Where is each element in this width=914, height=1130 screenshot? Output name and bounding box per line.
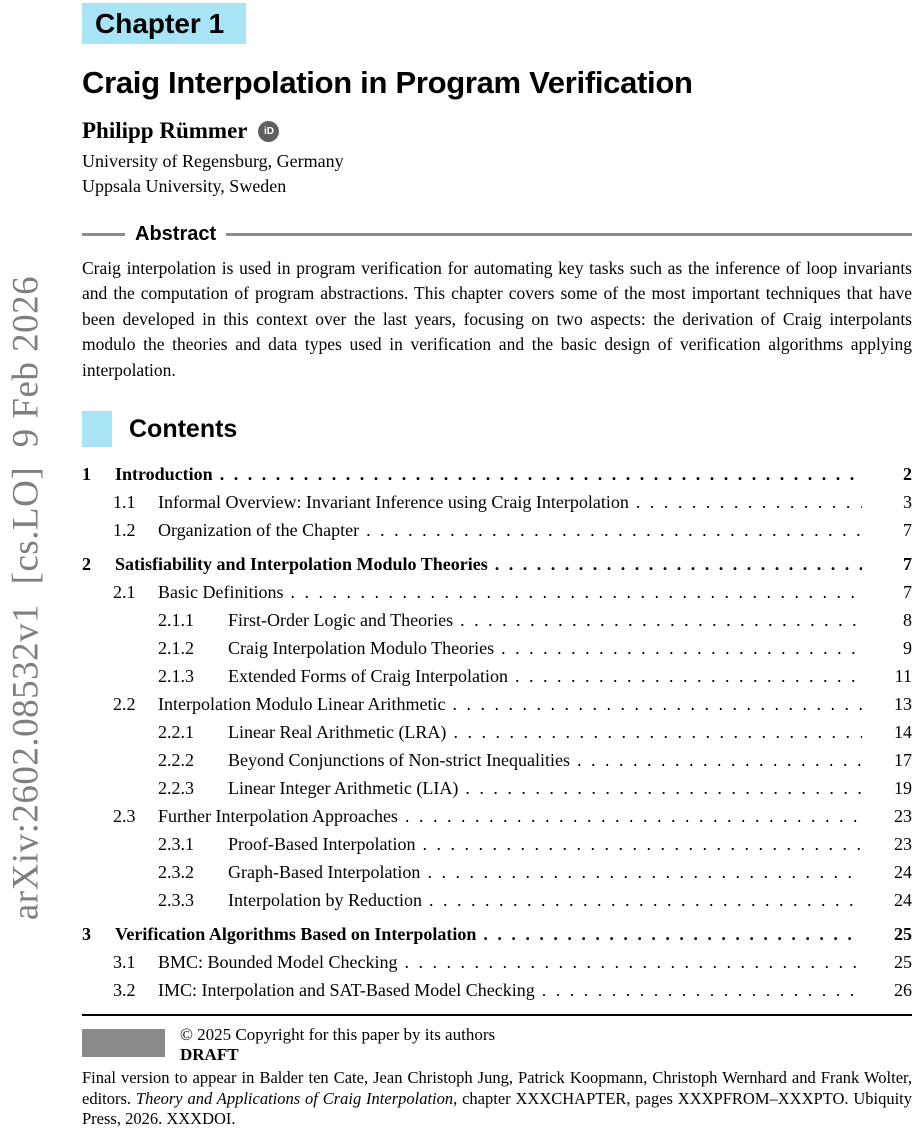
page-title: Craig Interpolation in Program Verification <box>82 65 693 100</box>
abstract-rule-right <box>226 233 912 236</box>
toc-entry-number: 2.3.2 <box>158 862 194 883</box>
contents-marker-icon <box>82 411 112 447</box>
toc-entry-1-1[interactable] <box>82 488 912 516</box>
toc-entry-2-2[interactable] <box>82 690 912 718</box>
toc-dot-leader <box>501 634 862 662</box>
toc-entry-page: 13 <box>894 694 912 715</box>
toc-dot-leader <box>427 858 862 886</box>
toc-entry-title: Linear Real Arithmetic (LRA) <box>228 722 447 743</box>
toc-entry-number: 2.3.3 <box>158 890 194 911</box>
affiliations <box>82 149 912 199</box>
toc-entry-2-3-1[interactable] <box>82 830 912 858</box>
abstract-text: Craig interpolation is used in program verification for automating key tasks such as the inference of loop invariants and the computation of program abstractions. This chapter covers some of the most important techniques that have been developed in this context over the last years, focusing on two aspects: the derivation of Craig interpolants modulo the theories and data types used in verification and the basic design of verification algorithms applying interpolation. <box>82 258 912 380</box>
toc-entry-title: Satisfiability and Interpolation Modulo Theories <box>115 554 488 575</box>
toc-entry-2-2-1[interactable] <box>82 718 912 746</box>
toc-dot-leader <box>495 550 862 578</box>
toc-entry-2-3-3[interactable] <box>82 886 912 914</box>
toc-entry-title: IMC: Interpolation and SAT-Based Model Checking <box>158 980 535 1001</box>
toc-entry-3-1[interactable] <box>82 948 912 976</box>
toc-entry-number: 1 <box>82 464 91 485</box>
final-version-prefix: Final version to appear in Balder ten Cate, Jean Christoph Jung, Patrick Koopmann, Christoph Wernhard and Frank Wolter, editors. <box>82 1068 912 1108</box>
abstract-heading: Abstract <box>135 223 217 245</box>
toc-dot-leader <box>460 606 862 634</box>
orcid-icon-text: iD <box>263 125 274 137</box>
book-title: Theory and Applications of Craig Interpolation <box>135 1088 454 1108</box>
toc-entry-number: 3.2 <box>113 980 136 1001</box>
main-content <box>82 0 912 1130</box>
toc-entry-number: 2.1.1 <box>158 610 194 631</box>
license-row <box>82 1025 912 1065</box>
toc-entry-number: 2.2.2 <box>158 750 194 771</box>
toc-dot-leader <box>515 662 862 690</box>
toc-entry-page: 17 <box>894 750 912 771</box>
toc-entry-3[interactable] <box>82 920 912 948</box>
toc-entry-number: 2.1 <box>113 582 136 603</box>
toc-entry-title: Interpolation Modulo Linear Arithmetic <box>158 694 446 715</box>
toc-entry-page: 14 <box>894 722 912 743</box>
draft-label: DRAFT <box>180 1045 239 1065</box>
toc-entry-2-1-3[interactable] <box>82 662 912 690</box>
toc-entry-title: Craig Interpolation Modulo Theories <box>228 638 495 659</box>
toc-entry-title: Informal Overview: Invariant Inference using Craig Interpolation <box>158 492 629 513</box>
toc-entry-2-1-1[interactable] <box>82 606 912 634</box>
toc-dot-leader <box>290 578 862 606</box>
toc-dot-leader <box>405 802 862 830</box>
copyright-line: © 2025 Copyright for this paper by its authors <box>180 1025 496 1045</box>
toc-dot-leader <box>453 718 862 746</box>
toc-entry-page: 25 <box>894 952 912 973</box>
toc-entry-page: 7 <box>903 582 912 603</box>
contents-heading: Contents <box>129 414 238 443</box>
orcid-icon[interactable] <box>258 121 279 142</box>
toc-entry-number: 3.1 <box>113 952 136 973</box>
toc-entry-2-1[interactable] <box>82 578 912 606</box>
footer-divider <box>82 1014 912 1016</box>
toc-entry-page: 8 <box>903 610 912 631</box>
toc-entry-number: 1.1 <box>113 492 136 513</box>
toc-dot-leader <box>405 948 863 976</box>
toc-entry-2-1-2[interactable] <box>82 634 912 662</box>
toc-entry-title: Organization of the Chapter <box>158 520 360 541</box>
toc-entry-number: 2.2.1 <box>158 722 194 743</box>
toc-entry-number: 2.3 <box>113 806 136 827</box>
toc-entry-page: 3 <box>903 492 912 513</box>
toc-entry-page: 25 <box>894 924 912 945</box>
toc-entry-number: 2 <box>82 554 91 575</box>
toc-entry-1-2[interactable] <box>82 516 912 544</box>
toc-entry-page: 23 <box>894 806 912 827</box>
toc-dot-leader <box>422 830 862 858</box>
toc-entry-2-2-2[interactable] <box>82 746 912 774</box>
toc-entry-title: First-Order Logic and Theories <box>228 610 454 631</box>
table-of-contents <box>82 460 912 1004</box>
contents-header <box>82 411 912 447</box>
chapter-badge: Chapter 1 <box>82 3 246 44</box>
toc-entry-number: 2.2.3 <box>158 778 194 799</box>
toc-entry-title: Introduction <box>115 464 213 485</box>
toc-dot-leader <box>542 976 862 1004</box>
toc-entry-title: Basic Definitions <box>158 582 284 603</box>
affiliation-line: University of Regensburg, Germany <box>82 151 344 171</box>
final-version-note <box>82 1068 912 1130</box>
toc-entry-page: 23 <box>894 834 912 855</box>
author-name: Philipp Rümmer <box>82 118 248 143</box>
toc-entry-title: Verification Algorithms Based on Interpolation <box>115 924 477 945</box>
final-version-suffix: , chapter XXXCHAPTER, pages XXXPFROM–XXXPTO. Ubiquity Press, 2026. XXXDOI. <box>82 1088 913 1129</box>
toc-entry-title: Proof-Based Interpolation <box>228 834 416 855</box>
toc-entry-2[interactable] <box>82 550 912 578</box>
toc-entry-page: 24 <box>894 890 912 911</box>
toc-dot-leader <box>465 774 862 802</box>
toc-entry-page: 7 <box>903 554 912 575</box>
toc-entry-number: 2.2 <box>113 694 136 715</box>
license-text <box>180 1025 495 1065</box>
toc-entry-number: 2.1.3 <box>158 666 194 687</box>
toc-entry-title: Further Interpolation Approaches <box>158 806 398 827</box>
affiliation-line: Uppsala University, Sweden <box>82 176 287 196</box>
toc-entry-title: Beyond Conjunctions of Non-strict Inequalities <box>228 750 570 771</box>
toc-entry-page: 9 <box>903 638 912 659</box>
toc-entry-number: 2.1.2 <box>158 638 194 659</box>
toc-entry-2-3-2[interactable] <box>82 858 912 886</box>
toc-entry-page: 19 <box>894 778 912 799</box>
toc-entry-page: 7 <box>903 520 912 541</box>
abstract-rule-left <box>82 233 125 236</box>
toc-entry-page: 2 <box>903 464 912 485</box>
toc-dot-leader <box>636 488 862 516</box>
toc-entry-page: 24 <box>894 862 912 883</box>
toc-dot-leader <box>220 460 862 488</box>
toc-entry-3-2[interactable] <box>82 976 912 1004</box>
toc-entry-number: 1.2 <box>113 520 136 541</box>
toc-entry-2-2-3[interactable] <box>82 774 912 802</box>
toc-entry-number: 2.3.1 <box>158 834 194 855</box>
arxiv-watermark: arXiv:2602.08532v1 [cs.LO] 9 Feb 2026 <box>5 275 47 921</box>
toc-dot-leader <box>429 886 862 914</box>
toc-dot-leader <box>366 516 862 544</box>
license-placeholder-image <box>82 1029 165 1057</box>
toc-entry-title: Extended Forms of Craig Interpolation <box>228 666 508 687</box>
author-row <box>82 118 912 144</box>
toc-entry-1[interactable] <box>82 460 912 488</box>
toc-dot-leader <box>577 746 862 774</box>
toc-entry-title: BMC: Bounded Model Checking <box>158 952 398 973</box>
toc-entry-title: Graph-Based Interpolation <box>228 862 421 883</box>
toc-entry-title: Interpolation by Reduction <box>228 890 422 911</box>
toc-entry-title: Linear Integer Arithmetic (LIA) <box>228 778 459 799</box>
toc-entry-number: 3 <box>82 924 91 945</box>
toc-entry-page: 11 <box>894 666 912 687</box>
toc-dot-leader <box>452 690 862 718</box>
toc-entry-page: 26 <box>894 980 912 1001</box>
toc-entry-2-3[interactable] <box>82 802 912 830</box>
abstract-header <box>82 223 912 246</box>
toc-dot-leader <box>483 920 862 948</box>
